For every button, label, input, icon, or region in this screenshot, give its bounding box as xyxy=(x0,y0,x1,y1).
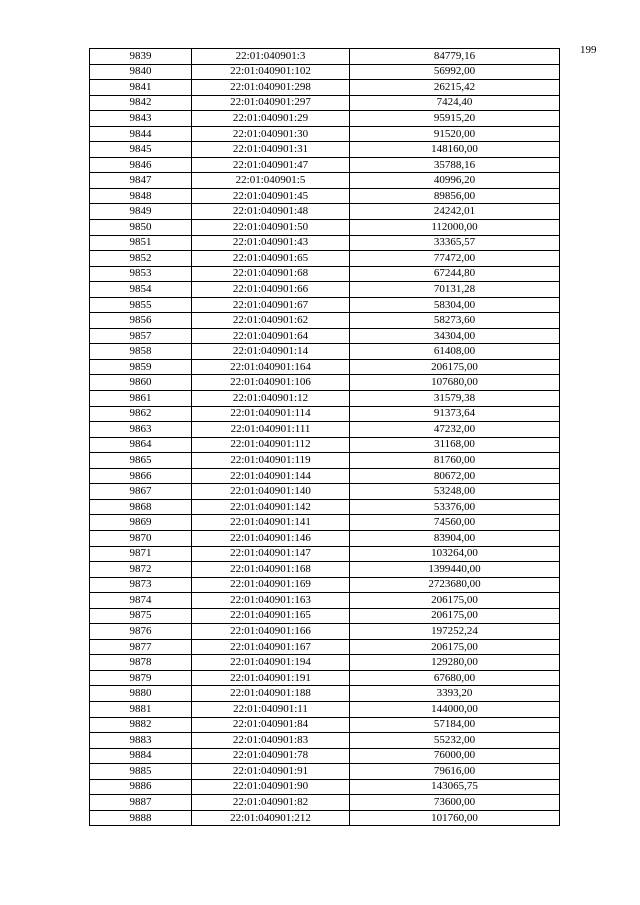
row-number-cell: 9849 xyxy=(90,204,192,220)
registry-table-body xyxy=(90,49,560,826)
value-cell: 89856,00 xyxy=(350,188,560,204)
row-number-cell: 9863 xyxy=(90,422,192,438)
table-row xyxy=(90,111,560,127)
table-row xyxy=(90,251,560,267)
row-number-cell: 9870 xyxy=(90,530,192,546)
row-number-cell: 9855 xyxy=(90,297,192,313)
value-cell: 55232,00 xyxy=(350,733,560,749)
cadastral-number-cell: 22:01:040901:29 xyxy=(192,111,350,127)
table-row xyxy=(90,733,560,749)
row-number-cell: 9875 xyxy=(90,608,192,624)
cadastral-number-cell: 22:01:040901:111 xyxy=(192,422,350,438)
cadastral-number-cell: 22:01:040901:167 xyxy=(192,639,350,655)
value-cell: 143065,75 xyxy=(350,779,560,795)
table-row xyxy=(90,282,560,298)
value-cell: 70131,28 xyxy=(350,282,560,298)
value-cell: 7424,40 xyxy=(350,95,560,111)
cadastral-number-cell: 22:01:040901:90 xyxy=(192,779,350,795)
cadastral-number-cell: 22:01:040901:106 xyxy=(192,375,350,391)
value-cell: 144000,00 xyxy=(350,701,560,717)
value-cell: 95915,20 xyxy=(350,111,560,127)
cadastral-number-cell: 22:01:040901:67 xyxy=(192,297,350,313)
value-cell: 112000,00 xyxy=(350,220,560,236)
row-number-cell: 9865 xyxy=(90,453,192,469)
value-cell: 84779,16 xyxy=(350,49,560,65)
cadastral-number-cell: 22:01:040901:166 xyxy=(192,624,350,640)
cadastral-number-cell: 22:01:040901:11 xyxy=(192,701,350,717)
row-number-cell: 9887 xyxy=(90,795,192,811)
row-number-cell: 9868 xyxy=(90,499,192,515)
row-number-cell: 9873 xyxy=(90,577,192,593)
cadastral-number-cell: 22:01:040901:82 xyxy=(192,795,350,811)
table-row xyxy=(90,670,560,686)
row-number-cell: 9864 xyxy=(90,437,192,453)
table-row xyxy=(90,391,560,407)
row-number-cell: 9886 xyxy=(90,779,192,795)
cadastral-number-cell: 22:01:040901:297 xyxy=(192,95,350,111)
cadastral-number-cell: 22:01:040901:12 xyxy=(192,391,350,407)
value-cell: 53248,00 xyxy=(350,484,560,500)
row-number-cell: 9851 xyxy=(90,235,192,251)
cadastral-number-cell: 22:01:040901:65 xyxy=(192,251,350,267)
cadastral-number-cell: 22:01:040901:64 xyxy=(192,328,350,344)
table-row xyxy=(90,639,560,655)
value-cell: 91520,00 xyxy=(350,126,560,142)
cadastral-number-cell: 22:01:040901:47 xyxy=(192,157,350,173)
page-number: 199 xyxy=(580,44,597,56)
cadastral-number-cell: 22:01:040901:31 xyxy=(192,142,350,158)
cadastral-number-cell: 22:01:040901:30 xyxy=(192,126,350,142)
table-row xyxy=(90,810,560,826)
registry-table xyxy=(89,48,560,826)
table-row xyxy=(90,779,560,795)
value-cell: 33365,57 xyxy=(350,235,560,251)
table-row xyxy=(90,453,560,469)
value-cell: 31579,38 xyxy=(350,391,560,407)
cadastral-number-cell: 22:01:040901:140 xyxy=(192,484,350,500)
cadastral-number-cell: 22:01:040901:91 xyxy=(192,764,350,780)
value-cell: 47232,00 xyxy=(350,422,560,438)
cadastral-number-cell: 22:01:040901:142 xyxy=(192,499,350,515)
table-row xyxy=(90,686,560,702)
table-row xyxy=(90,49,560,65)
value-cell: 206175,00 xyxy=(350,359,560,375)
value-cell: 56992,00 xyxy=(350,64,560,80)
row-number-cell: 9857 xyxy=(90,328,192,344)
value-cell: 53376,00 xyxy=(350,499,560,515)
cadastral-number-cell: 22:01:040901:102 xyxy=(192,64,350,80)
row-number-cell: 9881 xyxy=(90,701,192,717)
value-cell: 129280,00 xyxy=(350,655,560,671)
table-row xyxy=(90,359,560,375)
table-row xyxy=(90,593,560,609)
cadastral-number-cell: 22:01:040901:165 xyxy=(192,608,350,624)
row-number-cell: 9839 xyxy=(90,49,192,65)
value-cell: 148160,00 xyxy=(350,142,560,158)
table-row xyxy=(90,701,560,717)
value-cell: 67244,80 xyxy=(350,266,560,282)
row-number-cell: 9854 xyxy=(90,282,192,298)
row-number-cell: 9866 xyxy=(90,468,192,484)
cadastral-number-cell: 22:01:040901:298 xyxy=(192,80,350,96)
row-number-cell: 9871 xyxy=(90,546,192,562)
value-cell: 79616,00 xyxy=(350,764,560,780)
row-number-cell: 9860 xyxy=(90,375,192,391)
value-cell: 73600,00 xyxy=(350,795,560,811)
cadastral-number-cell: 22:01:040901:14 xyxy=(192,344,350,360)
row-number-cell: 9844 xyxy=(90,126,192,142)
cadastral-number-cell: 22:01:040901:188 xyxy=(192,686,350,702)
value-cell: 67680,00 xyxy=(350,670,560,686)
table-row xyxy=(90,204,560,220)
row-number-cell: 9878 xyxy=(90,655,192,671)
cadastral-number-cell: 22:01:040901:83 xyxy=(192,733,350,749)
table-row xyxy=(90,608,560,624)
cadastral-number-cell: 22:01:040901:48 xyxy=(192,204,350,220)
table-row xyxy=(90,126,560,142)
table-row xyxy=(90,422,560,438)
value-cell: 91373,64 xyxy=(350,406,560,422)
row-number-cell: 9867 xyxy=(90,484,192,500)
table-row xyxy=(90,188,560,204)
value-cell: 206175,00 xyxy=(350,608,560,624)
value-cell: 2723680,00 xyxy=(350,577,560,593)
value-cell: 103264,00 xyxy=(350,546,560,562)
value-cell: 206175,00 xyxy=(350,593,560,609)
cadastral-number-cell: 22:01:040901:50 xyxy=(192,220,350,236)
table-row xyxy=(90,468,560,484)
row-number-cell: 9885 xyxy=(90,764,192,780)
cadastral-number-cell: 22:01:040901:119 xyxy=(192,453,350,469)
table-row xyxy=(90,748,560,764)
cadastral-number-cell: 22:01:040901:114 xyxy=(192,406,350,422)
row-number-cell: 9852 xyxy=(90,251,192,267)
value-cell: 107680,00 xyxy=(350,375,560,391)
value-cell: 40996,20 xyxy=(350,173,560,189)
row-number-cell: 9872 xyxy=(90,562,192,578)
row-number-cell: 9877 xyxy=(90,639,192,655)
table-row xyxy=(90,484,560,500)
value-cell: 77472,00 xyxy=(350,251,560,267)
row-number-cell: 9842 xyxy=(90,95,192,111)
row-number-cell: 9874 xyxy=(90,593,192,609)
cadastral-number-cell: 22:01:040901:84 xyxy=(192,717,350,733)
value-cell: 24242,01 xyxy=(350,204,560,220)
table-row xyxy=(90,655,560,671)
table-row xyxy=(90,577,560,593)
row-number-cell: 9856 xyxy=(90,313,192,329)
cadastral-number-cell: 22:01:040901:191 xyxy=(192,670,350,686)
cadastral-number-cell: 22:01:040901:168 xyxy=(192,562,350,578)
row-number-cell: 9859 xyxy=(90,359,192,375)
value-cell: 83904,00 xyxy=(350,530,560,546)
value-cell: 101760,00 xyxy=(350,810,560,826)
cadastral-number-cell: 22:01:040901:146 xyxy=(192,530,350,546)
cadastral-number-cell: 22:01:040901:212 xyxy=(192,810,350,826)
row-number-cell: 9845 xyxy=(90,142,192,158)
value-cell: 34304,00 xyxy=(350,328,560,344)
table-row xyxy=(90,515,560,531)
row-number-cell: 9869 xyxy=(90,515,192,531)
row-number-cell: 9847 xyxy=(90,173,192,189)
table-row xyxy=(90,795,560,811)
cadastral-number-cell: 22:01:040901:144 xyxy=(192,468,350,484)
value-cell: 57184,00 xyxy=(350,717,560,733)
table-row xyxy=(90,80,560,96)
value-cell: 81760,00 xyxy=(350,453,560,469)
table-row xyxy=(90,313,560,329)
row-number-cell: 9846 xyxy=(90,157,192,173)
value-cell: 74560,00 xyxy=(350,515,560,531)
cadastral-number-cell: 22:01:040901:164 xyxy=(192,359,350,375)
cadastral-number-cell: 22:01:040901:43 xyxy=(192,235,350,251)
cadastral-number-cell: 22:01:040901:68 xyxy=(192,266,350,282)
table-row xyxy=(90,157,560,173)
row-number-cell: 9858 xyxy=(90,344,192,360)
cadastral-number-cell: 22:01:040901:194 xyxy=(192,655,350,671)
cadastral-number-cell: 22:01:040901:66 xyxy=(192,282,350,298)
table-row xyxy=(90,717,560,733)
table-row xyxy=(90,546,560,562)
row-number-cell: 9884 xyxy=(90,748,192,764)
row-number-cell: 9853 xyxy=(90,266,192,282)
cadastral-number-cell: 22:01:040901:112 xyxy=(192,437,350,453)
row-number-cell: 9879 xyxy=(90,670,192,686)
table-row xyxy=(90,437,560,453)
table-row xyxy=(90,499,560,515)
cadastral-number-cell: 22:01:040901:163 xyxy=(192,593,350,609)
value-cell: 58273,60 xyxy=(350,313,560,329)
value-cell: 26215,42 xyxy=(350,80,560,96)
value-cell: 31168,00 xyxy=(350,437,560,453)
row-number-cell: 9862 xyxy=(90,406,192,422)
cadastral-number-cell: 22:01:040901:78 xyxy=(192,748,350,764)
table-row xyxy=(90,142,560,158)
table-row xyxy=(90,266,560,282)
table-row xyxy=(90,344,560,360)
cadastral-number-cell: 22:01:040901:141 xyxy=(192,515,350,531)
row-number-cell: 9882 xyxy=(90,717,192,733)
cadastral-number-cell: 22:01:040901:45 xyxy=(192,188,350,204)
row-number-cell: 9861 xyxy=(90,391,192,407)
value-cell: 206175,00 xyxy=(350,639,560,655)
value-cell: 61408,00 xyxy=(350,344,560,360)
table-row xyxy=(90,64,560,80)
row-number-cell: 9848 xyxy=(90,188,192,204)
row-number-cell: 9883 xyxy=(90,733,192,749)
value-cell: 35788,16 xyxy=(350,157,560,173)
row-number-cell: 9843 xyxy=(90,111,192,127)
row-number-cell: 9850 xyxy=(90,220,192,236)
row-number-cell: 9880 xyxy=(90,686,192,702)
table-row xyxy=(90,173,560,189)
value-cell: 80672,00 xyxy=(350,468,560,484)
table-row xyxy=(90,562,560,578)
table-row xyxy=(90,235,560,251)
table-row xyxy=(90,624,560,640)
cadastral-number-cell: 22:01:040901:169 xyxy=(192,577,350,593)
table-row xyxy=(90,530,560,546)
row-number-cell: 9876 xyxy=(90,624,192,640)
table-row xyxy=(90,220,560,236)
value-cell: 76000,00 xyxy=(350,748,560,764)
cadastral-number-cell: 22:01:040901:5 xyxy=(192,173,350,189)
value-cell: 3393,20 xyxy=(350,686,560,702)
row-number-cell: 9840 xyxy=(90,64,192,80)
table-row xyxy=(90,764,560,780)
row-number-cell: 9888 xyxy=(90,810,192,826)
value-cell: 1399440,00 xyxy=(350,562,560,578)
value-cell: 197252,24 xyxy=(350,624,560,640)
table-row xyxy=(90,95,560,111)
cadastral-number-cell: 22:01:040901:147 xyxy=(192,546,350,562)
row-number-cell: 9841 xyxy=(90,80,192,96)
table-row xyxy=(90,297,560,313)
table-row xyxy=(90,406,560,422)
table-row xyxy=(90,375,560,391)
table-row xyxy=(90,328,560,344)
value-cell: 58304,00 xyxy=(350,297,560,313)
cadastral-number-cell: 22:01:040901:3 xyxy=(192,49,350,65)
cadastral-number-cell: 22:01:040901:62 xyxy=(192,313,350,329)
